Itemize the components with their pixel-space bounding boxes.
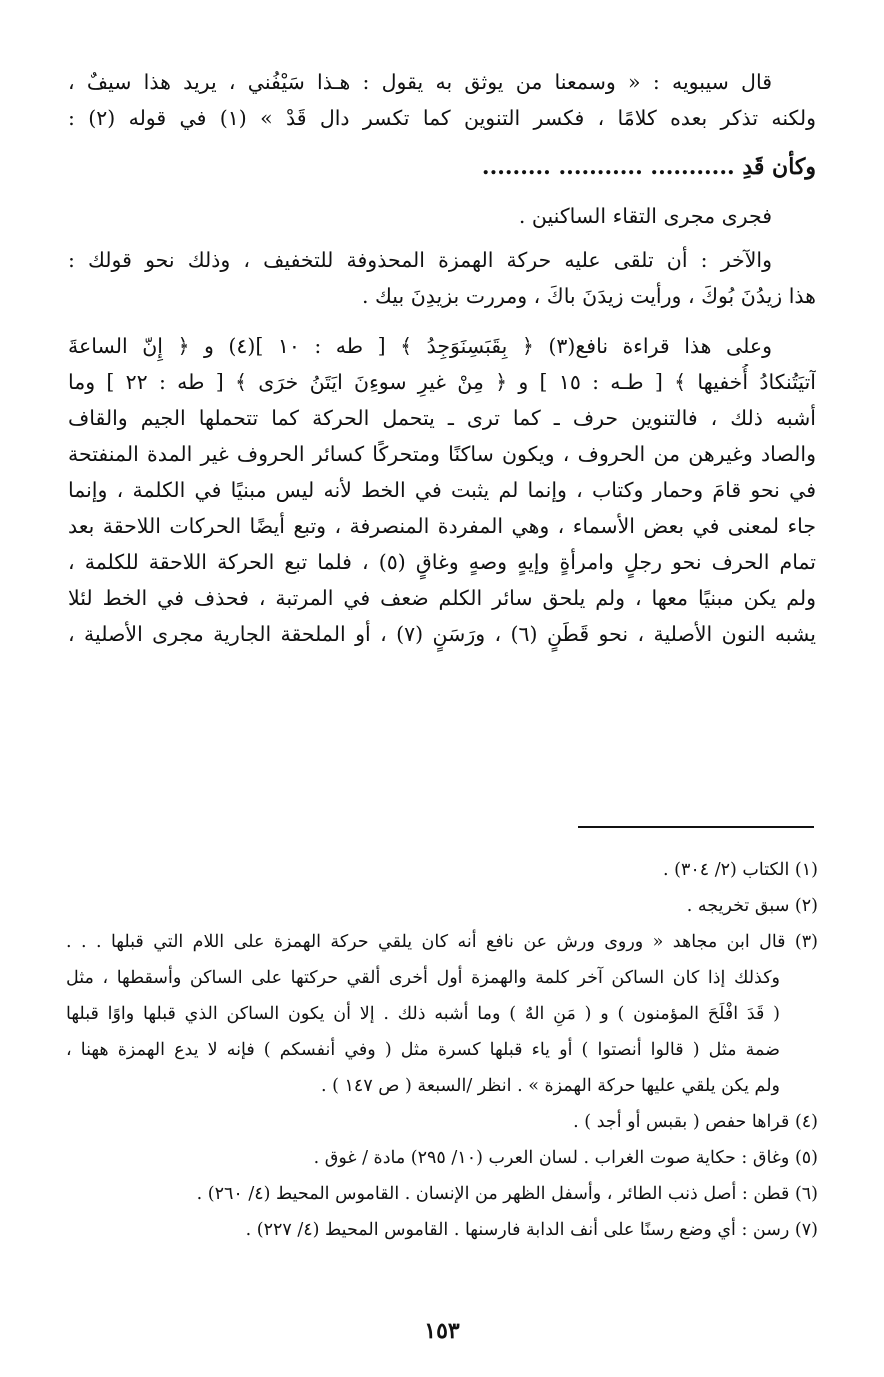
- page-number: ١٥٣: [424, 1318, 460, 1344]
- footnote-1: (١) الكتاب (٢/ ٣٠٤) .: [663, 860, 818, 880]
- text-line: ولم يكن مبنيًا معها ، ولم يلحق سائر الكلم ضعف في المرتبة ، فحذف في الخط لئلا: [68, 586, 816, 610]
- footnote-3: (٣) قال ابن مجاهد « وروى ورش عن نافع أنه كان يلقي حركة الهمزة على اللام التي قبلها . . .: [66, 932, 818, 952]
- text-line: والصاد وغيرهن من الحروف ، ويكون ساكنًا ومتحركًا كسائر الحروف غير المدة المنفتحة: [68, 442, 816, 466]
- footnote-3-cont: ( قَدَ افْلَحَ المؤمنون ) و ( مَنِ الهٌ ) وما أشبه ذلك . إلا أن يكون الساكن الذي قبلها واوًا قبلها: [66, 1004, 780, 1024]
- footnote-6: (٦) قطن : أصل ذنب الطائر ، وأسفل الظهر من الإنسان . القاموس المحيط (٤/ ٢٦٠) .: [196, 1184, 818, 1204]
- text-line: وعلى هذا قراءة نافع(٣) ﴿ بِقَبَسِنَوَجِدُ ﴾ [ طه : ١٠ ](٤) و ﴿ إِنّ الساعةَ: [68, 334, 772, 358]
- text-line: تمام الحرف نحو رجلٍ وامرأةٍ وإيهٍ وصهٍ وغاقٍ (٥) ، فلما تبع الحركة اللاحقة للكلمة ،: [68, 550, 816, 574]
- text-line: فجرى مجرى التقاء الساكنين .: [518, 204, 772, 228]
- footnote-divider: [578, 826, 814, 828]
- footnote-3-cont: ضمة مثل ( قالوا أنصتوا ) أو ياء قبلها كسرة مثل ( وفي أنفسكم ) فإنه لا يدع الهمزة ههنا ،: [66, 1040, 780, 1060]
- text-line: جاء لمعنى في بعض الأسماء ، وهي المفردة المنصرفة ، وتبع أيضًا الحركات اللاحقة بعد: [68, 514, 816, 538]
- text-line: في نحو قامَ وحمار وكتاب ، وإنما لم يثبت في الخط لأنه ليس مبنيًا في الكلمة ، وإنما: [68, 478, 816, 502]
- footnote-7: (٧) رسن : أي وضع رسنًا على أنف الدابة فارسنها . القاموس المحيط (٤/ ٢٢٧) .: [245, 1220, 818, 1240]
- text-line: هذا زيدُنَ بُوكَ ، ورأيت زيدَنَ باكَ ، ومررت بزيدِنَ بيك .: [361, 284, 816, 308]
- footnote-2: (٢) سبق تخريجه .: [686, 896, 818, 916]
- text-line: أشبه ذلك ، فالتنوين حرف ـ كما ترى ـ يتحمل الحركة كما تتحملها الجيم والقاف: [68, 406, 816, 430]
- main-text: [68, 64, 816, 652]
- footnote-3-cont: ولم يكن يلقي عليها حركة الهمزة » . انظر /السبعة ( ص ١٤٧ ) .: [321, 1076, 780, 1096]
- text-line: آتيَتُنكادُ أُخفيها ﴾ [ طـه : ١٥ ] و ﴿ مِنْ غيرِ سوءِنَ ايَتَنُ خرَى ﴾ [ طه : ٢٢ ] وما: [68, 370, 816, 394]
- text-line: والآخر : أن تلقى عليه حركة الهمزة المحذوفة للتخفيف ، وذلك نحو قولك :: [68, 248, 772, 272]
- text-line: قال سيبويه : « وسمعنا من يوثق به يقول : هـذا سَيْفُني ، يريد هذا سيفٌ ،: [68, 70, 772, 94]
- text-line: يشبه النون الأصلية ، نحو قَطَنٍ (٦) ، ورَسَنٍ (٧) ، أو الملحقة الجارية مجرى الأصلية ،: [68, 622, 816, 646]
- text-line: ولكنه تذكر بعده كلامًا ، فكسر التنوين كما تكسر دال قَدْ » (١) في قوله (٢) :: [68, 106, 816, 130]
- footnote-5: (٥) وغاق : حكاية صوت الغراب . لسان العرب (١٠/ ٢٩٥) مادة / غوق .: [313, 1148, 818, 1168]
- verse-line: وكأن قَدِ ........... ........... .........: [481, 154, 816, 180]
- footnote-4: (٤) قراها حفص ( بقبس أو أجد ) .: [573, 1112, 818, 1132]
- footnote-3-cont: وكذلك إذا كان الساكن آخر كلمة والهمزة أول أخرى ألقي حركتها على الساكن وأسقطها ، مثل: [66, 968, 780, 988]
- footnotes: [66, 852, 818, 1248]
